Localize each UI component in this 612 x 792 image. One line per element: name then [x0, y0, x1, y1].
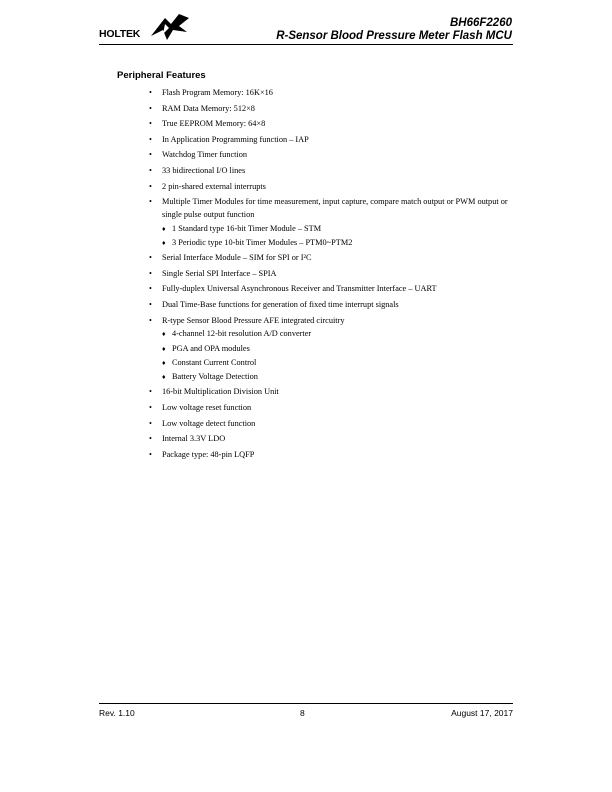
feature-subitem	[162, 357, 519, 370]
page-number: 8	[300, 708, 305, 718]
feature-item	[149, 87, 519, 100]
diamond-bullet-icon: ♦	[162, 358, 166, 367]
feature-text: Single Serial SPI Interface – SPIA	[162, 268, 277, 278]
feature-subitem-text: PGA and OPA modules	[172, 343, 250, 353]
diamond-bullet-icon: ♦	[162, 372, 166, 381]
diamond-bullet-icon: ♦	[162, 224, 166, 233]
revision-label: Rev. 1.10	[99, 708, 135, 718]
feature-text: True EEPROM Memory: 64×8	[162, 119, 266, 129]
feature-text: 2 pin-shared external interrupts	[162, 181, 266, 191]
bullet-icon: •	[149, 449, 152, 459]
bullet-icon: •	[149, 88, 152, 97]
bullet-icon: •	[149, 418, 152, 428]
bullet-icon: •	[149, 165, 152, 175]
feature-text: Low voltage detect function	[162, 418, 256, 428]
feature-item	[149, 299, 519, 312]
holtek-logo	[99, 12, 191, 44]
feature-subitem-text: 4-channel 12-bit resolution A/D converter	[172, 329, 312, 339]
feature-list	[149, 87, 519, 464]
bullet-icon: •	[149, 268, 152, 278]
feature-item	[149, 165, 519, 178]
logo-text: HOLTEK	[99, 28, 141, 40]
feature-item	[149, 283, 519, 296]
feature-text: Internal 3.3V LDO	[162, 434, 226, 444]
feature-item	[149, 268, 519, 281]
feature-item	[149, 149, 519, 162]
feature-subitem	[162, 328, 519, 341]
feature-sublist	[162, 328, 519, 383]
bullet-icon: •	[149, 119, 152, 129]
bullet-icon: •	[149, 402, 152, 412]
document-title: R-Sensor Blood Pressure Meter Flash MCU	[276, 30, 512, 42]
diamond-bullet-icon: ♦	[162, 238, 166, 247]
publish-date: August 17, 2017	[451, 708, 513, 718]
feature-subitem-text: 3 Periodic type 10-bit Timer Modules – PTM0~PTM2	[172, 237, 353, 247]
diamond-bullet-icon: ♦	[162, 330, 166, 339]
feature-subitem	[162, 343, 519, 356]
feature-text: Serial Interface Module – SIM for SPI or I²C	[162, 253, 312, 263]
diamond-bullet-icon: ♦	[162, 344, 166, 353]
feature-text: Watchdog Timer function	[162, 150, 248, 160]
feature-text: RAM Data Memory: 512×8	[162, 103, 255, 113]
feature-item	[149, 315, 519, 384]
bullet-icon: •	[149, 103, 152, 113]
feature-item	[149, 134, 519, 147]
bullet-icon: •	[149, 284, 152, 294]
feature-text: Flash Program Memory: 16K×16	[162, 88, 273, 97]
footer-divider	[99, 703, 513, 704]
feature-subitem-text: Battery Voltage Detection	[172, 371, 258, 381]
feature-item	[149, 449, 519, 462]
bullet-icon: •	[149, 300, 152, 310]
feature-item	[149, 433, 519, 446]
feature-subitem	[162, 371, 519, 384]
feature-item	[149, 103, 519, 116]
bullet-icon: •	[149, 387, 152, 397]
feature-subitem	[162, 237, 519, 250]
header-divider	[99, 44, 513, 45]
bullet-icon: •	[149, 134, 152, 144]
bullet-icon: •	[149, 150, 152, 160]
section-title: Peripheral Features	[117, 70, 206, 81]
feature-item	[149, 196, 519, 249]
feature-subitem	[162, 223, 519, 236]
bullet-icon: •	[149, 253, 152, 263]
feature-subitem-text: 1 Standard type 16-bit Timer Module – STM	[172, 223, 322, 233]
bullet-icon: •	[149, 181, 152, 191]
feature-text: R-type Sensor Blood Pressure AFE integrated circuitry	[162, 315, 345, 325]
feature-item	[149, 118, 519, 131]
feature-text: Low voltage reset function	[162, 402, 252, 412]
feature-item	[149, 386, 519, 399]
bullet-icon: •	[149, 197, 152, 207]
feature-sublist	[162, 223, 519, 250]
feature-text: Dual Time-Base functions for generation of fixed time interrupt signals	[162, 300, 399, 310]
feature-text: 33 bidirectional I/O lines	[162, 165, 246, 175]
bullet-icon: •	[149, 434, 152, 444]
feature-text: Multiple Timer Modules for time measurement, input capture, compare match output or PWM output or single pulse output function	[162, 197, 508, 219]
feature-item	[149, 402, 519, 415]
feature-text: Fully-duplex Universal Asynchronous Receiver and Transmitter Interface – UART	[162, 284, 437, 294]
feature-text: In Application Programming function – IAP	[162, 134, 309, 144]
feature-item	[149, 252, 519, 265]
feature-subitem-text: Constant Current Control	[172, 357, 257, 367]
feature-item	[149, 418, 519, 431]
feature-text: Package type: 48-pin LQFP	[162, 449, 255, 459]
bullet-icon: •	[149, 315, 152, 325]
part-number: BH66F2260	[449, 17, 512, 29]
logo-mark-icon	[149, 12, 191, 42]
feature-item	[149, 181, 519, 194]
feature-text: 16-bit Multiplication Division Unit	[162, 387, 279, 397]
